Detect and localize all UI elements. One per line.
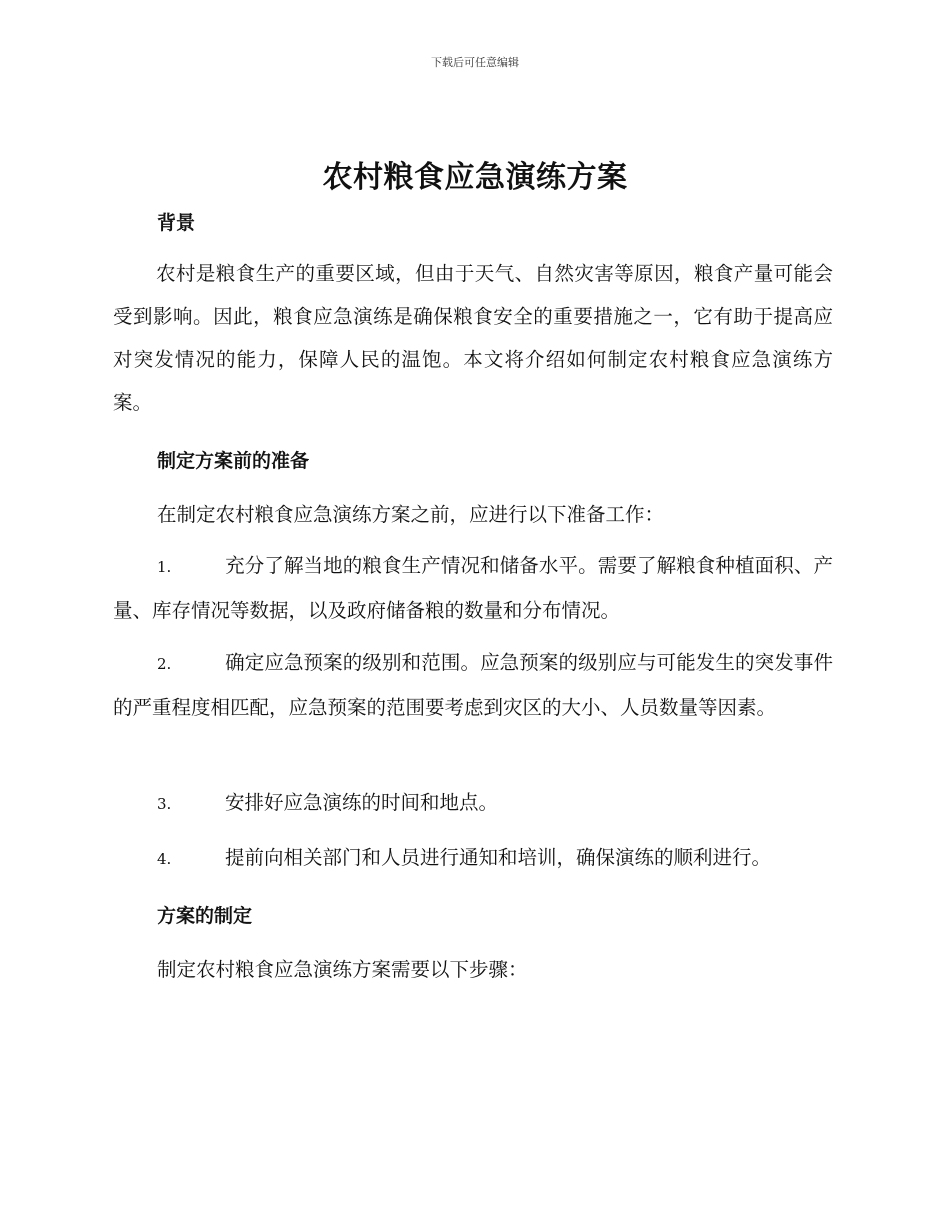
list-item-number: 4. <box>157 850 172 868</box>
formulation-intro: 制定农村粮食应急演练方案需要以下步骤： <box>157 958 528 981</box>
document-title: 农村粮食应急演练方案 <box>322 160 628 195</box>
section-heading-background: 背景 <box>157 212 196 234</box>
list-item <box>113 836 833 881</box>
list-item-number: 1. <box>157 558 172 576</box>
list-item <box>113 544 833 632</box>
list-item-text: 提前向相关部门和人员进行通知和培训，确保演练的顺利进行。 <box>225 846 772 869</box>
list-item-number: 2. <box>157 655 172 673</box>
section-heading-preparation: 制定方案前的准备 <box>157 450 310 472</box>
list-item-text: 确定应急预案的级别和范围。应急预案的级别应与可能发生的突发事件的严重程度相匹配，应急预案的范围要考虑到灾区的大小、人员数量等因素。 <box>113 651 833 719</box>
list-item-text: 安排好应急演练的时间和地点。 <box>225 791 499 814</box>
header-note: 下载后可任意编辑 <box>431 56 519 69</box>
list-item-text: 充分了解当地的粮食生产情况和储备水平。需要了解粮食种植面积、产量、库存情况等数据，以及政府储备粮的数量和分布情况。 <box>113 554 833 622</box>
list-item <box>113 781 833 826</box>
list-item <box>113 641 833 729</box>
list-item-number: 3. <box>157 795 172 813</box>
background-paragraph: 农村是粮食生产的重要区域，但由于天气、自然灾害等原因，粮食产量可能会受到影响。因此，粮食应急演练是确保粮食安全的重要措施之一，它有助于提高应对突发情况的能力，保障人民的温饱。本文将介绍如何制定农村粮食应急演练方案。 <box>113 262 833 414</box>
section-heading-formulation: 方案的制定 <box>157 905 253 927</box>
preparation-intro: 在制定农村粮食应急演练方案之前，应进行以下准备工作： <box>157 503 665 526</box>
